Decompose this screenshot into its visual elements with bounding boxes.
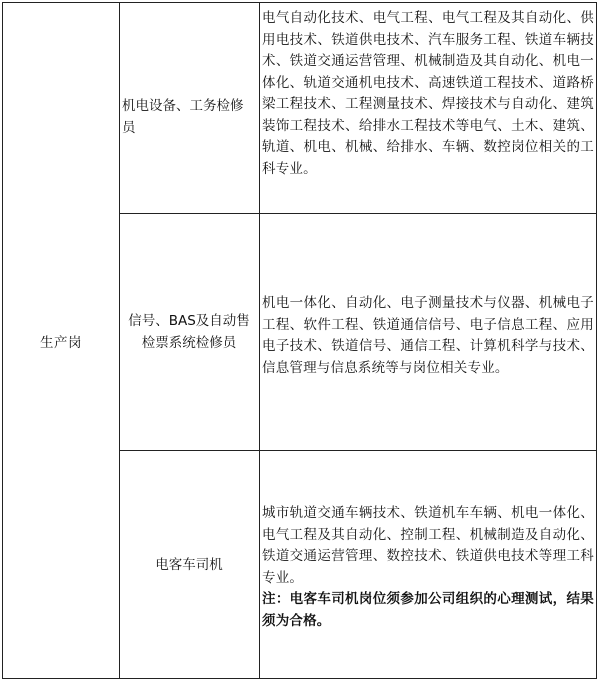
note-text: 注：电客车司机岗位须参加公司组织的心理测试，结果须为合格。 xyxy=(262,591,594,629)
position-cell: 机电设备、工务检修员 xyxy=(120,3,260,214)
position-cell: 信号、BAS及自动售检票系统检修员 xyxy=(120,214,260,451)
position-cell: 电客车司机 xyxy=(120,451,260,679)
category-cell: 生产岗 xyxy=(3,3,120,679)
requirements-text: 城市轨道交通车辆技术、铁道机车车辆、机电一体化、电气工程及其自动化、控制工程、机械制造及自动化、铁道交通运营管理、数控技术、铁道供电技术等理工科专业。 xyxy=(262,505,594,586)
requirements-cell: 机电一体化、自动化、电子测量技术与仪器、机械电子工程、软件工程、铁道通信信号、电子信息工程、应用电子技术、铁道信号、通信工程、计算机科学与技术、信息管理与信息系统等与岗位相关专业。 xyxy=(260,214,597,451)
requirements-cell: 电气自动化技术、电气工程、电气工程及其自动化、供用电技术、铁道供电技术、汽车服务工程、铁道车辆技术、铁道交通运营管理、机械制造及其自动化、机电一体化、轨道交通机电技术、高速铁道工程技术、道路桥梁工程技术、工程测量技术、焊接技术与自动化、建筑装饰工程技术、给排水工程技术等电气、土木、建筑、轨道、机电、机械、给排水、车辆、数控岗位相关的工科专业。 xyxy=(260,3,597,214)
requirements-cell xyxy=(260,451,597,679)
job-requirements-table xyxy=(2,2,597,679)
table-row xyxy=(3,3,597,214)
